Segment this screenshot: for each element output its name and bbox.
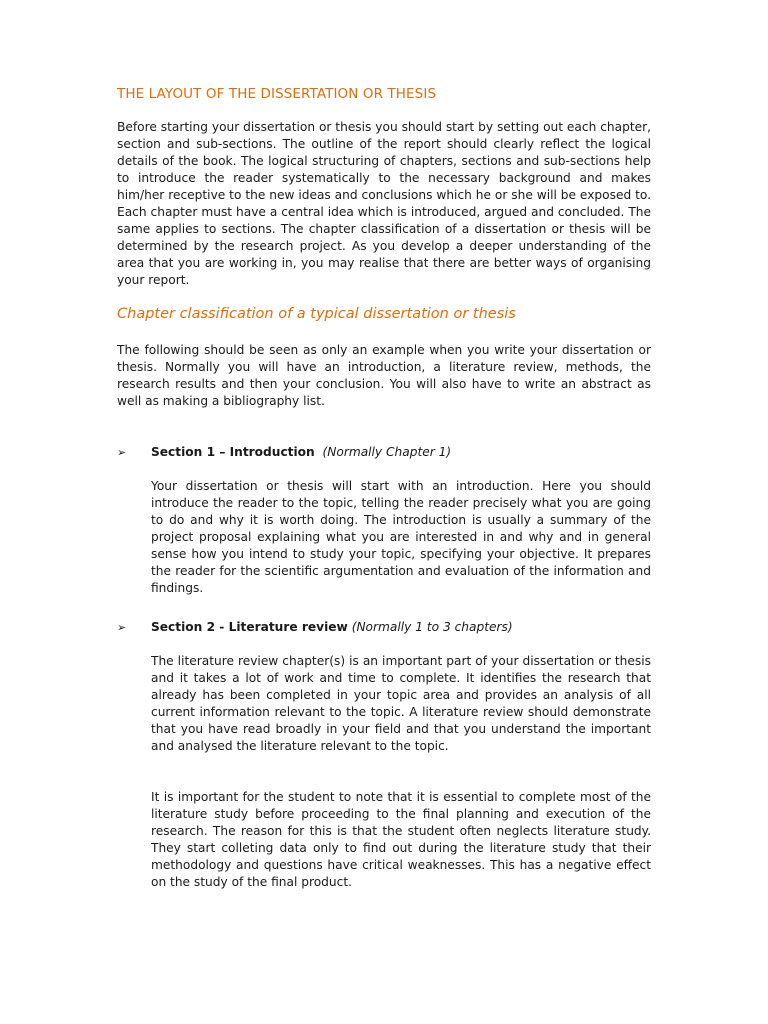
example-paragraph: The following should be seen as only an example when you write your dissertation or thesis. Normally you will have an introduction, a literature review, methods, the research results and then your conclusion. You will also have to write an abstract as well as making a bibliography list. [117,343,651,408]
document-title: THE LAYOUT OF THE DISSERTATION OR THESIS [117,86,437,102]
section-2-title: Section 2 - Literature review [151,620,348,634]
bullet-arrow-icon: ➢ [117,446,127,459]
section-2-heading [151,619,513,636]
bullet-arrow-icon: ➢ [117,621,127,634]
section-1-note: (Normally Chapter 1) [322,445,452,459]
section-2-paragraph-2: It is important for the student to note that it is essential to complete most of the literature study before proceeding to the final planning and execution of the research. The reason for this is that the student often neglects literature study. They start colleting data only to find out during the literature study that their methodology and questions have critical weaknesses. This has a negative effect on the study of the final product. [151,790,651,889]
intro-paragraph: Before starting your dissertation or thesis you should start by setting out each chapter, section and sub-sections. The outline of the report should clearly reflect the logical details of the book. The logical structuring of chapters, sections and sub-sections help to introduce the reader systematically to the necessary background and makes him/her receptive to the new ideas and conclusions which he or she will be exposed to. Each chapter must have a central idea which is introduced, argued and concluded. The same applies to sections. The chapter classification of a dissertation or thesis will be determined by the research project. As you develop a deeper understanding of the area that you are working in, you may realise that there are better ways of organising your report. [117,120,651,287]
section-subtitle: Chapter classification of a typical dissertation or thesis [117,306,516,322]
section-1-heading [151,444,451,461]
section-1-title: Section 1 – Introduction [151,445,315,459]
section-2-note: (Normally 1 to 3 chapters) [351,620,513,634]
section-1-paragraph: Your dissertation or thesis will start with an introduction. Here you should introduce the reader to the topic, telling the reader precisely what you are going to do and why it is worth doing. The introduction is usually a summary of the project proposal explaining what you are interested in and why and in general sense how you intend to study your topic, specifying your objective. It prepares the reader for the scientific argumentation and evaluation of the information and findings. [151,479,651,595]
section-2-paragraph-1: The literature review chapter(s) is an important part of your dissertation or thesis and it takes a lot of work and time to complete. It identifies the research that already has been completed in your topic area and provides an analysis of all current information relevant to the topic. A literature review should demonstrate that you have read broadly in your field and that you understand the important and analysed the literature relevant to the topic. [151,654,651,753]
